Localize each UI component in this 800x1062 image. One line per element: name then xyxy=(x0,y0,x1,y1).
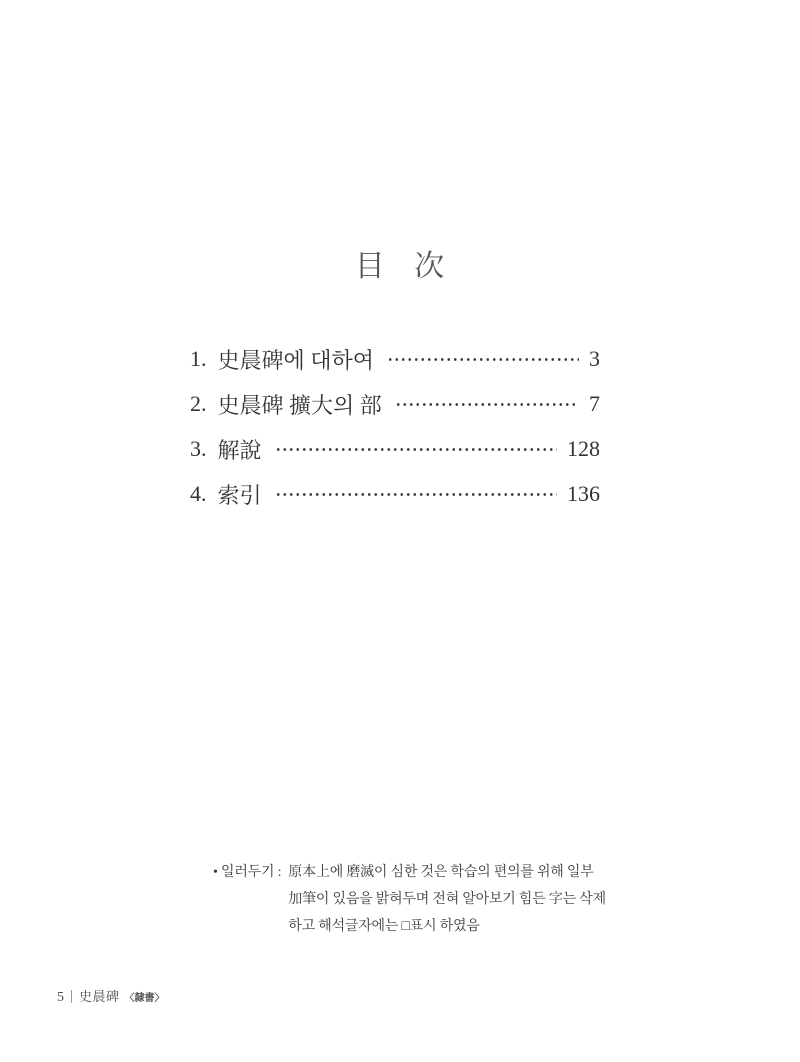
toc-dot-leader xyxy=(275,493,557,496)
usage-note-body xyxy=(288,859,606,940)
toc-item xyxy=(190,344,600,374)
usage-note-line: 原本上에 磨滅이 심한 것은 학습의 편의를 위해 일부 xyxy=(288,865,594,880)
toc-item-number: 1. xyxy=(190,346,207,371)
toc-item-number: 4. xyxy=(190,481,207,506)
toc-item-number: 2. xyxy=(190,391,207,416)
toc-item-label: 史晨碑 擴大의 部 xyxy=(217,392,382,418)
usage-note-line: 하고 해석글자에는 □표시 하였음 xyxy=(288,919,480,934)
toc-page-number: 136 xyxy=(567,481,600,506)
toc-item-label: 索引 xyxy=(217,482,262,508)
page-footer xyxy=(57,986,165,1006)
toc-item-label: 解說 xyxy=(217,437,262,463)
toc-dot-leader xyxy=(275,448,557,451)
toc-item xyxy=(190,434,600,464)
toc-dot-leader xyxy=(387,358,579,361)
toc-page-number: 128 xyxy=(567,436,600,461)
footer-script-label: 〈隸書〉 xyxy=(124,993,165,1004)
page-title: 目 次 xyxy=(354,250,446,283)
toc-item xyxy=(190,479,600,509)
usage-note xyxy=(213,859,606,940)
toc-page-number: 7 xyxy=(589,391,600,416)
footer-separator xyxy=(71,990,72,1003)
toc-dot-leader xyxy=(395,403,579,406)
toc-item-number: 3. xyxy=(190,436,207,461)
footer-page-number: 5 xyxy=(57,990,64,1005)
usage-note-line: 加筆이 있음을 밝혀두며 전혀 알아보기 힘든 字는 삭제 xyxy=(288,892,606,907)
toc-list xyxy=(190,344,600,524)
toc-page-number: 3 xyxy=(589,346,600,371)
footer-book-title: 史晨碑 xyxy=(79,989,120,1004)
toc-item xyxy=(190,389,600,419)
toc-item-label: 史晨碑에 대하여 xyxy=(217,347,375,373)
usage-note-label: • 일러두기 : xyxy=(213,865,282,880)
